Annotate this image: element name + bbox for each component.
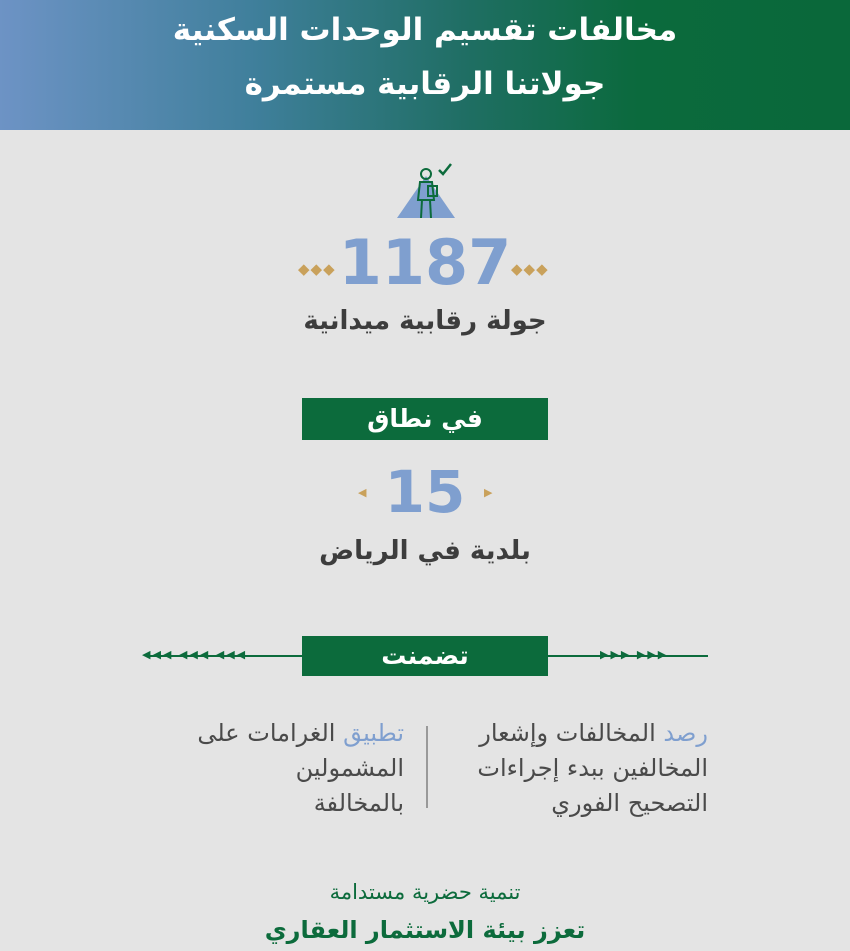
right-item-line1 [446,716,708,751]
municipalities-label: بلدية في الرياض [319,536,531,566]
tours-label: جولة رقابية ميدانية [303,306,547,336]
footer-statement: تعزز بيئة الاستثمار العقاري [264,916,586,944]
municipalities-count: 15 [384,458,466,526]
right-item-line2: المخالفين ببدء إجراءات [477,754,708,782]
included-banner: تضمنت [302,636,548,676]
column-divider [426,726,428,808]
inspector-with-checkmark-icon [393,160,463,222]
right-item-line3: التصحيح الفوري [551,789,708,817]
left-item-line2: المشمولين [295,754,404,782]
page-title: مخالفات تقسيم الوحدات السكنية [172,12,678,48]
left-item-highlight: تطبيق [343,719,404,747]
right-item [446,716,708,821]
green-arrowhead-icon: ▶▶▶ ▶▶▶ [600,648,669,661]
gold-diamond-pattern-icon: ◆◆◆ [298,260,336,278]
footer-tagline: تنمية حضرية مستدامة [329,880,521,904]
tours-count: 1187 [338,226,512,299]
right-item-highlight: رصد [663,719,708,747]
left-item-line3: بالمخالفة [313,789,404,817]
scope-banner: في نطاق [302,398,548,440]
gold-triangle-icon: ▶ [484,486,493,499]
right-item-line1-text: المخالفات وإشعار [479,719,656,747]
gold-triangle-icon: ◀ [358,486,367,499]
left-item-line1 [142,716,404,751]
header-banner [0,0,850,130]
left-item [142,716,404,821]
gold-diamond-pattern-icon: ◆◆◆ [511,260,549,278]
page-subtitle: جولاتنا الرقابية مستمرة [244,66,606,102]
left-item-line1-text: الغرامات على [197,719,336,747]
green-arrowhead-icon: ◀◀◀ ◀◀◀ ◀◀◀ [142,648,248,661]
